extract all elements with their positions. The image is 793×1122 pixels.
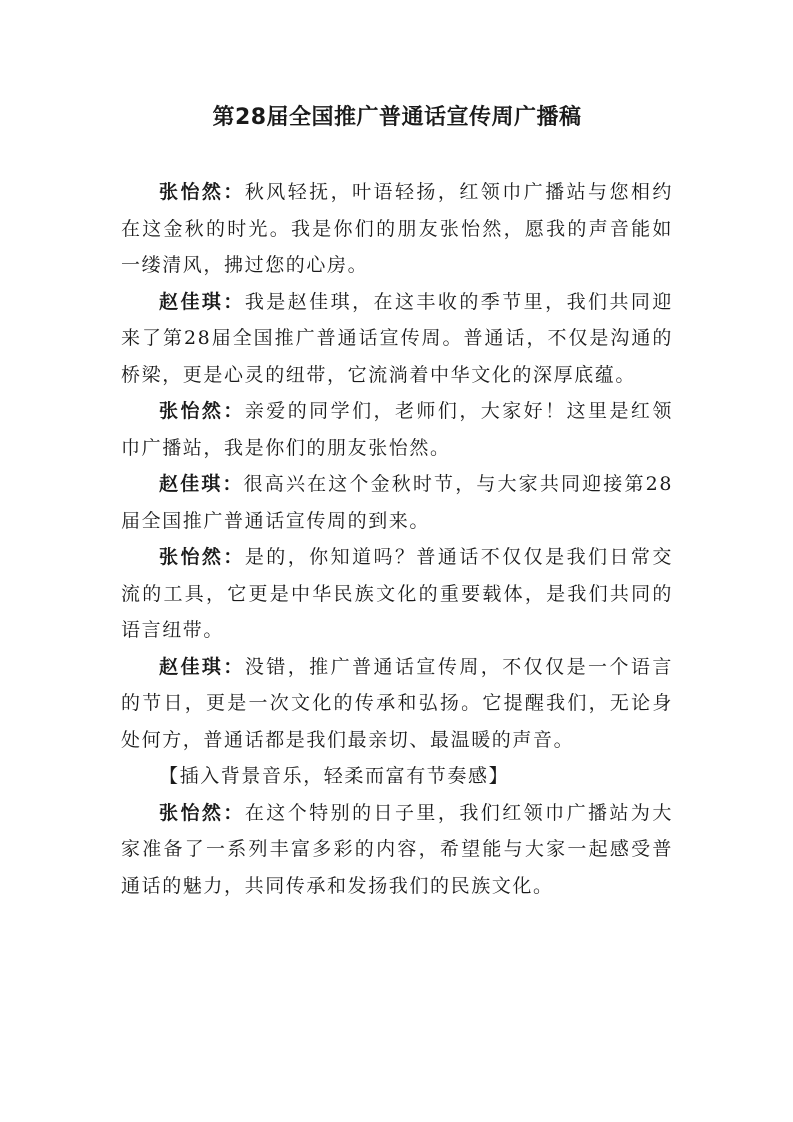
speaker-label: 赵佳琪：	[159, 655, 245, 678]
speaker-label: 赵佳琪：	[159, 290, 245, 313]
stage-direction: 【插入背景音乐，轻柔而富有节奏感】	[159, 765, 510, 787]
document-title: 第28届全国推广普通话宣传周广播稿	[212, 105, 582, 130]
dialogue-paragraph	[121, 795, 673, 905]
speaker-label: 张怡然：	[159, 400, 245, 422]
dialogue-text: 是的，你知道吗？普通话不仅仅是我们日常交流的工具，它更是中华民族文化的重要载体，是我们共同的语言纽带。	[121, 546, 673, 641]
speaker-label: 张怡然：	[159, 801, 245, 824]
dialogue-text: 在这个特别的日子里，我们红领巾广播站为大家准备了一系列丰富多彩的内容，希望能与大家一起感受普通话的魅力，共同传承和发扬我们的民族文化。	[121, 801, 673, 897]
speaker-label: 张怡然：	[159, 546, 245, 568]
dialogue-paragraph	[121, 539, 673, 649]
speaker-label: 张怡然：	[159, 181, 245, 203]
dialogue-paragraph	[121, 466, 673, 539]
dialogue-text: 亲爱的同学们，老师们，大家好！这里是红领巾广播站，我是你们的朋友张怡然。	[121, 400, 673, 459]
speaker-label: 赵佳琪：	[159, 473, 244, 495]
dialogue-text: 很高兴在这个金秋时节，与大家共同迎接第28届全国推广普通话宣传周的到来。	[121, 473, 674, 532]
dialogue-paragraph	[121, 174, 673, 284]
dialogue-text: 秋风轻抚，叶语轻扬，红领巾广播站与您相约在这金秋的时光。我是你们的朋友张怡然，愿我的声音能如一缕清风，拂过您的心房。	[121, 181, 673, 276]
dialogue-paragraph	[121, 393, 673, 466]
dialogue-text: 我是赵佳琪，在这丰收的季节里，我们共同迎来了第28届全国推广普通话宣传周。普通话，不仅是沟通的桥梁，更是心灵的纽带，它流淌着中华文化的深厚底蕴。	[121, 290, 673, 386]
dialogue-text: 没错，推广普通话宣传周，不仅仅是一个语言的节日，更是一次文化的传承和弘扬。它提醒我们，无论身处何方，普通话都是我们最亲切、最温暖的声音。	[121, 655, 673, 751]
document-page	[121, 100, 673, 904]
dialogue-paragraph	[121, 284, 673, 394]
dialogue-paragraph	[121, 649, 673, 759]
